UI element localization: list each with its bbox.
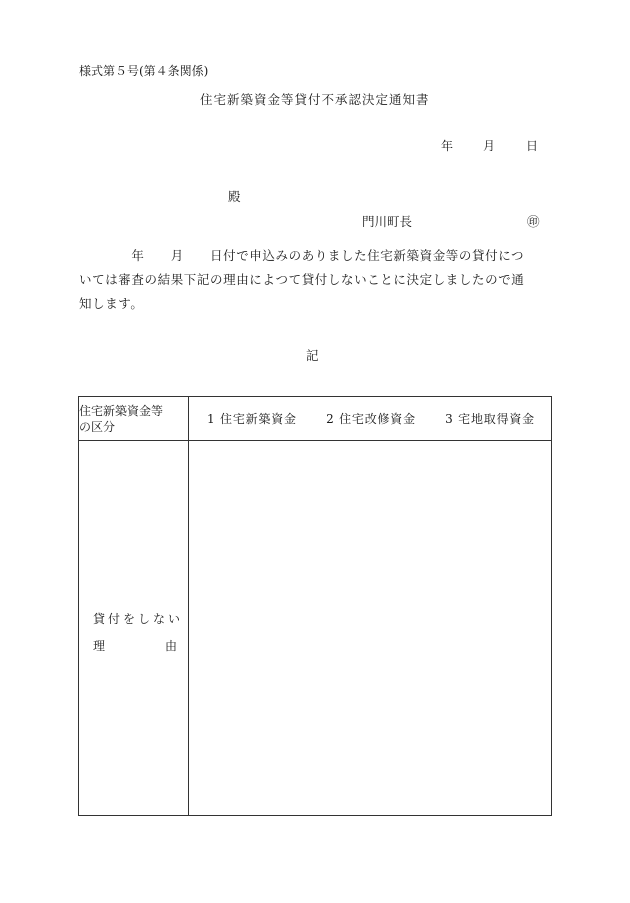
- reason-label-char-ri: 理: [93, 639, 106, 653]
- reason-label-cell: [79, 441, 189, 816]
- ki-heading: 記: [306, 348, 319, 363]
- category-options-cell: [189, 397, 552, 441]
- category-row: [79, 397, 552, 441]
- notice-body-line: いては審査の結果下記の理由によつて貸付しないことに決定しましたので通: [79, 272, 525, 287]
- document-title: 住宅新築資金等貸付不承認決定通知書: [200, 92, 430, 107]
- form-number: 様式第５号(第４条関係): [79, 64, 209, 78]
- category-label-cell: [79, 397, 189, 441]
- loan-table: [78, 396, 552, 816]
- category-label-line1: 住宅新築資金等: [79, 403, 164, 418]
- addressee-suffix: 殿: [228, 189, 241, 204]
- notice-body-line: 年 月 日付で申込みのありました住宅新築資金等の貸付につ: [79, 248, 525, 263]
- reason-content-cell[interactable]: [189, 441, 552, 816]
- seal-mark: ㊞: [527, 214, 540, 229]
- date-day: 日: [526, 139, 539, 153]
- option-new-construction: 1 住宅新築資金: [207, 412, 297, 426]
- notice-body: [79, 244, 554, 316]
- reason-label-char-yu: 由: [164, 639, 177, 653]
- date-year: 年: [441, 139, 454, 153]
- reason-label-line2: [93, 637, 177, 654]
- category-label-line2: の区分: [79, 419, 116, 434]
- option-renovation: 2 住宅改修資金: [326, 412, 416, 426]
- reason-row: [79, 441, 552, 816]
- issuer-name: 門川町長: [362, 214, 413, 229]
- option-land-acquisition: 3 宅地取得資金: [445, 412, 535, 426]
- reason-label-line1: 貸付をしない: [93, 612, 184, 626]
- date-line: [441, 137, 541, 153]
- date-month: 月: [483, 139, 496, 153]
- notice-body-line: 知します。: [79, 296, 144, 311]
